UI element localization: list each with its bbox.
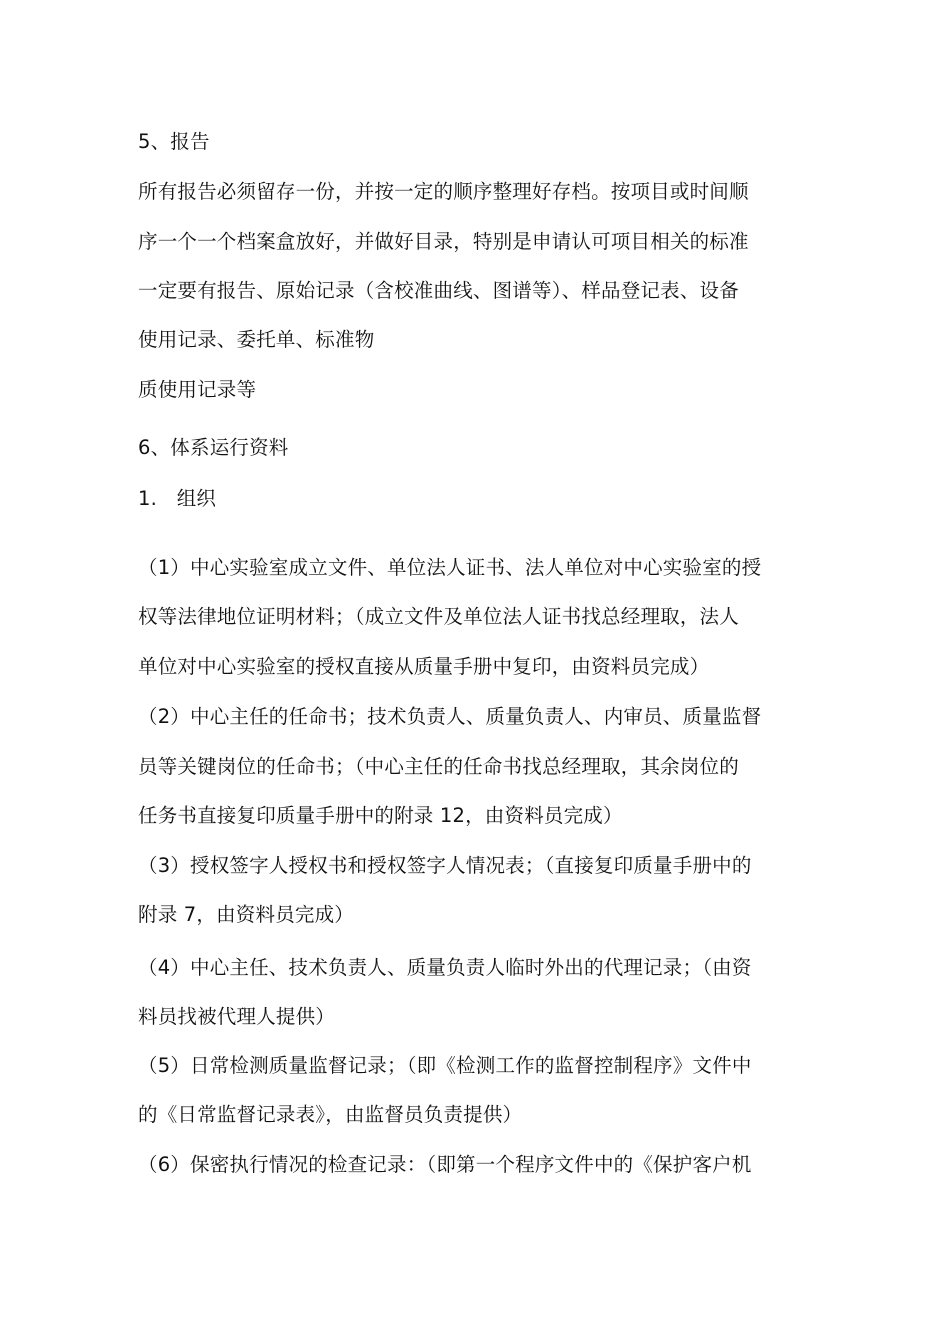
item-3-line: （3）授权签字人授权书和授权签字人情况表；（直接复印质量手册中的 [138, 854, 752, 877]
item-1-line: 单位对中心实验室的授权直接从质量手册中复印，由资料员完成） [138, 655, 710, 678]
section-5-heading: 5、报告 [138, 130, 210, 153]
item-4-line: （4）中心主任、技术负责人、质量负责人临时外出的代理记录；（由资 [138, 956, 752, 979]
section-5-paragraph-line: 序一个一个档案盒放好，并做好目录，特别是申请认可项目相关的标准 [138, 230, 749, 253]
item-6-line: （6）保密执行情况的检查记录：（即第一个程序文件中的《保护客户机 [138, 1153, 752, 1176]
item-2-line: 员等关键岗位的任命书；（中心主任的任命书找总经理取，其余岗位的 [138, 755, 739, 778]
section-5-paragraph-line: 所有报告必须留存一份，并按一定的顺序整理好存档。按项目或时间顺 [138, 180, 749, 203]
item-5-line: 的《日常监督记录表》，由监督员负责提供） [138, 1103, 523, 1126]
item-2-line: 任务书直接复印质量手册中的附录 12，由资料员完成） [138, 804, 623, 827]
section-6-heading: 6、体系运行资料 [138, 436, 289, 459]
item-1-line: （1）中心实验室成立文件、单位法人证书、法人单位对中心实验室的授 [138, 556, 762, 579]
item-3-line: 附录 7，由资料员完成） [138, 903, 355, 926]
section-6-subheading: 1. 组织 [138, 487, 217, 510]
section-5-paragraph-line: 使用记录、委托单、标准物 [138, 328, 375, 351]
item-5-line: （5）日常检测质量监督记录；（即《检测工作的监督控制程序》文件中 [138, 1054, 752, 1077]
section-5-paragraph-line: 质使用记录等 [138, 378, 257, 401]
item-4-line: 料员找被代理人提供） [138, 1005, 336, 1028]
item-2-line: （2）中心主任的任命书；技术负责人、质量负责人、内审员、质量监督 [138, 705, 762, 728]
item-1-line: 权等法律地位证明材料；（成立文件及单位法人证书找总经理取，法人 [138, 605, 739, 628]
section-5-paragraph-line: 一定要有报告、原始记录（含校准曲线、图谱等）、样品登记表、设备 [138, 279, 739, 302]
